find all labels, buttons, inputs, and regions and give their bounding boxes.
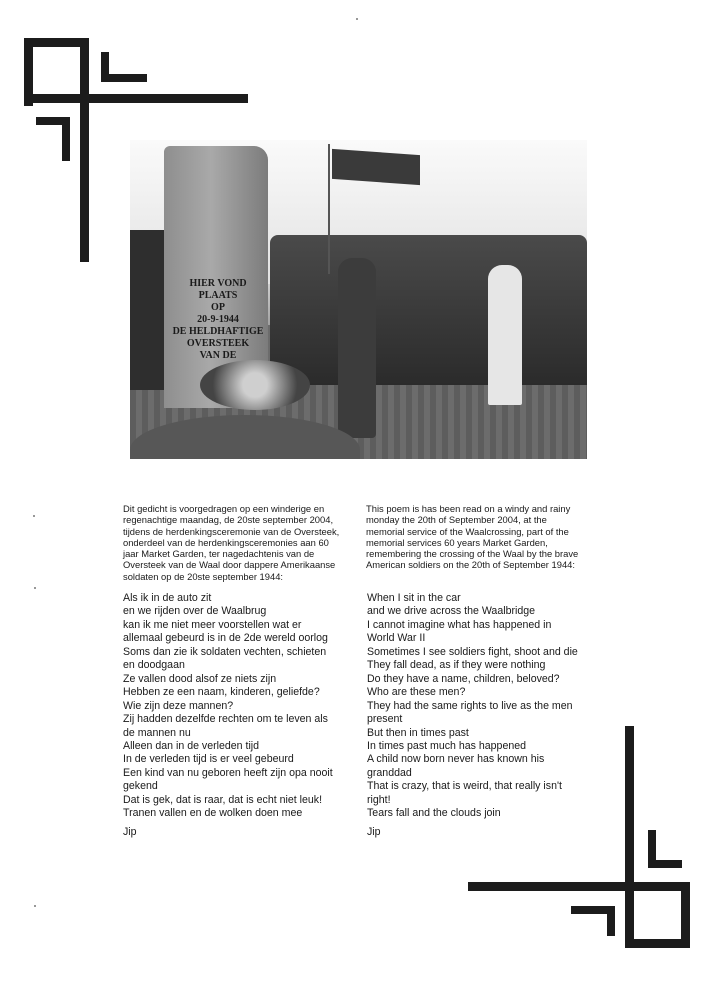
poem-line: Wie zijn deze mannen? [123, 699, 234, 712]
ornament-bar [625, 726, 634, 948]
poem-line: Who are these men? [367, 686, 466, 699]
poem-line: Tranen vallen en de wolken doen mee [123, 807, 303, 820]
poem-line: A child now born never has known his [367, 753, 545, 766]
english-author: Jip [367, 826, 381, 838]
poem-line: gekend [123, 780, 158, 793]
scan-speck [34, 905, 36, 907]
poem-line: allemaal gebeurd is in de 2de wereld oorlog [123, 632, 328, 645]
monument-inscription: HIER VOND PLAATS OP 20-9-1944 DE HELDHAFTIGE OVERSTEEK VAN DE [172, 278, 264, 361]
poem-line: Do they have a name, children, beloved? [367, 672, 560, 685]
poem-line: World War II [367, 632, 426, 645]
dutch-author: Jip [123, 826, 137, 838]
ornament-bar [24, 94, 248, 103]
dutch-caption: Dit gedicht is voorgedragen op een winderige en regenachtige maandag, de 20ste september 2004, tijdens de herdenkingsceremonie van de Oversteek, onderdeel van de herdenkingsceremonies aan 60 jaar Market Garden, ter nagedachtenis van de Oversteek van de Waal door dappere Amerikaanse soldaten op de 20ste september 1944: [123, 503, 340, 582]
poem-line: right! [367, 793, 391, 806]
photo-flagpole [328, 144, 330, 274]
poem-line: That is crazy, that is weird, that really isn't [367, 780, 562, 793]
poem-line: But then in times past [367, 726, 469, 739]
english-poem [367, 592, 607, 821]
poem-line: When I sit in the car [367, 592, 461, 604]
poem-line: In de verleden tijd is er veel gebeurd [123, 753, 294, 766]
ornament-bar [101, 74, 147, 82]
poem-line: Alleen dan in de verleden tijd [123, 739, 260, 752]
ornament-bar [648, 860, 682, 868]
photo-crowd [270, 235, 587, 385]
ornament-bar [468, 882, 690, 891]
poem-line: Ze vallen dood alsof ze niets zijn [123, 672, 277, 685]
ornament-bar [625, 939, 690, 948]
poem-line: Hebben ze een naam, kinderen, geliefde? [123, 686, 320, 699]
ornament-bar [607, 906, 615, 936]
poem-line: en doodgaan [123, 659, 185, 672]
poem-line: Soms dan zie ik soldaten vechten, schieten [123, 645, 327, 658]
poem-line: and we drive across the Waalbridge [367, 605, 536, 618]
poem-line: de mannen nu [123, 726, 191, 739]
scan-speck [33, 515, 35, 517]
english-caption: This poem is has been read on a windy and rainy monday the 20th of September 2004, at the memorial service of the Waalcrossing, part of the memorial services 60 years Market Garden, remembering the crossing of the Waal by the brave American soldiers on the 20th of September 1944: [366, 503, 579, 571]
poem-line: Zij hadden dezelfde rechten om te leven als [123, 713, 328, 726]
poem-line: Tears fall and the clouds join [367, 807, 501, 820]
ornament-bar [62, 117, 70, 161]
poem-line: They had the same rights to live as the men [367, 699, 573, 712]
poem-line: en we rijden over de Waalbrug [123, 605, 267, 618]
photo-girl-reading [338, 258, 376, 438]
poem-line: Sometimes I see soldiers fight, shoot and die [367, 645, 578, 658]
photo-woman-white-jacket [488, 265, 522, 405]
poem-line: Als ik in de auto zit [123, 592, 212, 604]
poem-line: Dat is gek, dat is raar, dat is echt niet leuk! [123, 793, 323, 806]
poem-line: In times past much has happened [367, 739, 527, 752]
dutch-poem [123, 592, 358, 821]
poem-line: present [367, 713, 403, 726]
scan-speck [34, 587, 36, 589]
ornament-bar [80, 38, 89, 262]
photo-flag [332, 149, 420, 185]
poem-line: I cannot imagine what has happened in [367, 618, 552, 631]
poem-line: Een kind van nu geboren heeft zijn opa nooit [123, 766, 333, 779]
photo-wreath [200, 360, 310, 410]
poem-line: granddad [367, 766, 412, 779]
memorial-ceremony-photo [130, 140, 587, 459]
poem-line: kan ik me niet meer voorstellen wat er [123, 618, 302, 631]
scan-speck [356, 18, 358, 20]
poem-line: They fall dead, as if they were nothing [367, 659, 546, 672]
